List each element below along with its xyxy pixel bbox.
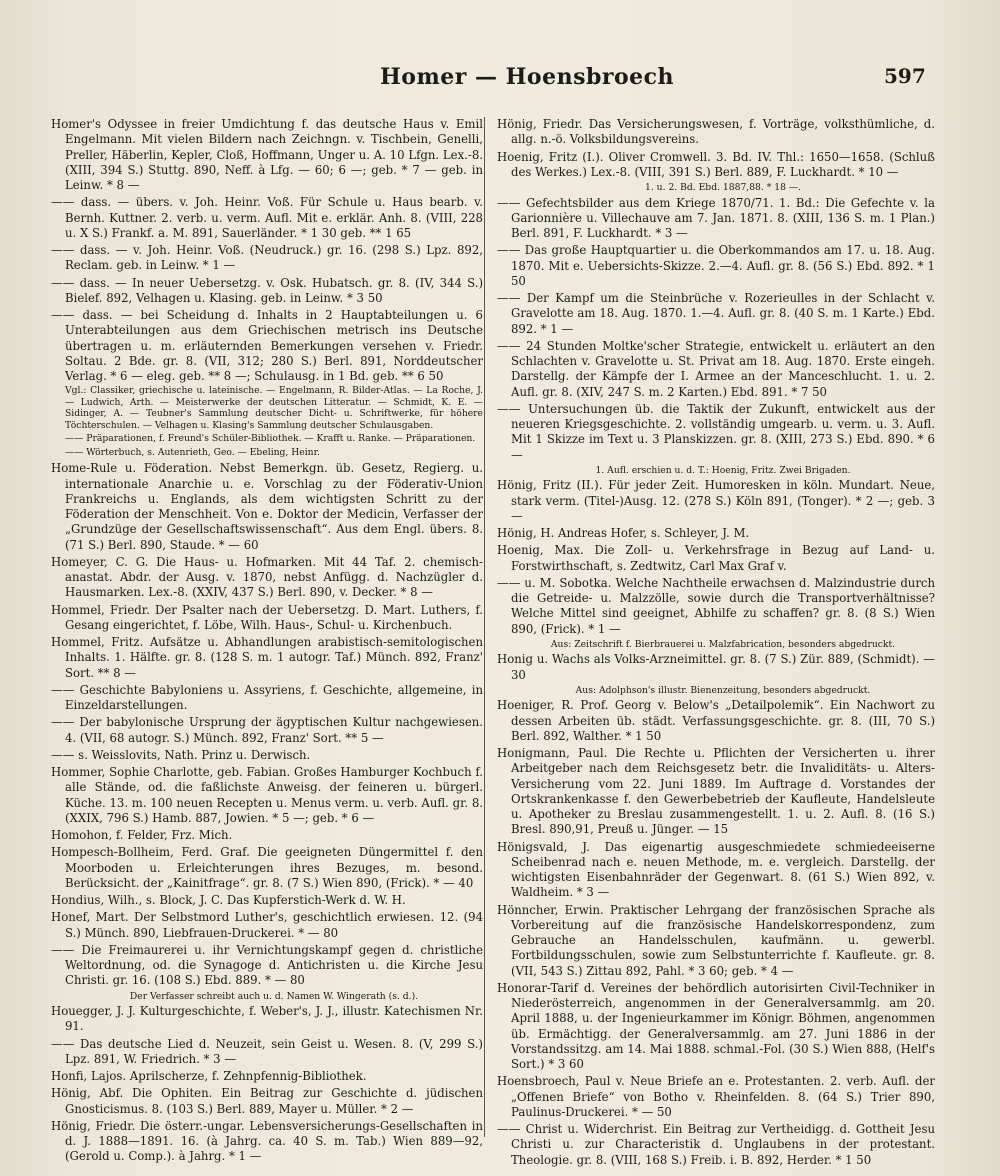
left-bibliography-entry: —— Der babylonische Ursprung der ägyptischen Kultur nachgewiesen. 4. (VII, 68 autogr. S.) Münch. 892, Franz' Sort. ** 5 — [51, 715, 483, 745]
right-column [497, 117, 935, 1170]
left-cross-reference-note: —— Präparationen, f. Freund's Schüler-Bibliothek. — Krafft u. Ranke. — Präparationen. [65, 433, 476, 445]
left-bibliography-entry: —— s. Weisslovits, Nath. Prinz u. Derwisch. [51, 747, 311, 762]
right-bibliography-entry: —— Das große Hauptquartier u. die Oberkommandos am 17. u. 18. Aug. 1870. Mit e. Uebersichts-Skizze. 2.—4. Aufl. gr. 8. (56 S.) Ebd. 892. * 1 50 [497, 243, 935, 288]
right-bibliography-entry: Hoensbroech, Paul v. Neue Briefe an e. Protestanten. 2. verb. Aufl. der „Offenen Briefe“ von Botho v. Rheinfelden. 8. (64 S.) Trier 890, Paulinus-Druckerei. * — 50 [497, 1074, 935, 1119]
left-bibliography-entry: Hommel, Fritz. Aufsätze u. Abhandlungen arabistisch-semitologischen Inhalts. 1. Hälfte. gr. 8. (128 S. m. 1 autogr. Taf.) Münch. 892, Franz' Sort. ** 8 — [51, 635, 483, 680]
right-source-note: 1. Aufl. erschien u. d. T.: Hoenig, Fritz. Zwei Brigaden. [595, 464, 851, 476]
right-bibliography-entry: —— Der Kampf um die Steinbrüche v. Rozerieulles in der Schlacht v. Gravelotte am 18. Aug. 1870. 1.—4. Aufl. gr. 8. (40 S. m. 1 Karte.) Ebd. 892. * 1 — [497, 291, 935, 336]
left-bibliography-entry: Homohon, f. Felder, Frz. Mich. [51, 828, 233, 842]
right-bibliography-entry: —— u. M. Sobotka. Welche Nachtheile erwachsen d. Malzindustrie durch die Getreide- u. Malzzölle, sowie durch die Transportverhältnisse? Welche Mittel sind geeignet, Abhilfe zu schaffen? gr. 8. (8 S.) Wien 890, (Frick). * 1 — [497, 575, 935, 636]
right-bibliography-entry: —— 24 Stunden Moltke'scher Strategie, entwickelt u. erläutert an den Schlachten v. Gravelotte u. St. Privat am 18. Aug. 1870. Erste eingeh. Darstellg. der Kämpfe der I. Armee an der Manceschlucht. 1. u. 2. Aufl. gr. 8. (XIV, 247 S. m. 2 Karten.) Ebd. 891. * 7 50 [497, 338, 935, 399]
right-source-note: 1. u. 2. Bd. Ebd. 1887,88. * 18 —. [645, 182, 801, 193]
running-header [0, 62, 1000, 98]
left-bibliography-entry: Hompesch-Bollheim, Ferd. Graf. Die geeigneten Düngermittel f. den Moorboden u. Erleichterungen ihres Bezuges, m. besond. Berücksicht. der „Kainitfrage“. gr. 8. (7 S.) Wien 890, (Frick). * — 40 [51, 845, 483, 890]
left-cross-reference-note: Vgl.: Classiker, griechische u. lateinische. — Engelmann, R. Bilder-Atlas. — La Roche, J. — Ludwich, Arth. — Meisterwerke der deutschen Litteratur. — Schmidt, K. E. — Sidinger, A. — Teubner's Sammlung deutscher Dicht- u. Schriftwerke, für höhere Töchterschulen. — Velhagen u. Klasing's Sammlung deutscher Schulausgaben. [65, 385, 483, 431]
page-title: Homer — Hoensbroech [380, 64, 675, 90]
left-bibliography-entry: Houegger, J. J. Kulturgeschichte, f. Weber's, J. J., illustr. Katechismen Nr. 91. [51, 1004, 483, 1034]
right-bibliography-entry: Honorar-Tarif d. Vereines der behördlich autorisirten Civil-Techniker in Niederösterreich, angenommen in der Generalversammlg. am 20. April 1888, u. der Ingenieurkammer im Königr. Böhmen, angenommen üb. Ermächtigg. der Generalversammlg. am 27. Juni 1886 in der Vorstandssitzg. am 14. Mai 1888. schmal.-Fol. (30 S.) Wien 888, (Helf's Sort.) * 3 60 [497, 980, 935, 1071]
right-bibliography-entry: Hönig, H. Andreas Hofer, s. Schleyer, J. M. [497, 526, 750, 540]
right-bibliography-entry: Hoenig, Max. Die Zoll- u. Verkehrsfrage in Bezug auf Land- u. Forstwirthschaft, s. Zedtwitz, Carl Max Graf v. [497, 543, 935, 573]
left-bibliography-entry: —— Das deutsche Lied d. Neuzeit, sein Geist u. Wesen. 8. (V, 299 S.) Lpz. 891, W. Friedrich. * 3 — [51, 1036, 483, 1066]
column-divider [484, 117, 485, 1137]
right-source-note: Aus: Zeitschrift f. Bierbrauerei u. Malzfabrication, besonders abgedruckt. [550, 638, 896, 650]
left-bibliography-entry: —— dass. — bei Scheidung d. Inhalts in 2 Hauptabteilungen u. 6 Unterabteilungen aus dem Griechischen metrisch ins Deutsche übertragen u. m. erläuternden Bemerkungen versehen v. Friedr. Soltau. 2 Bde. gr. 8. (VII, 312; 280 S.) Berl. 891, Norddeutscher Verlag. * 6 — eleg. geb. ** 8 —; Schulausg. in 1 Bd. geb. ** 6 50 [51, 308, 483, 383]
left-bibliography-entry: —— dass. — übers. v. Joh. Heinr. Voß. Für Schule u. Haus bearb. v. Bernh. Kuttner. 2. verb. u. verm. Aufl. Mit e. erklär. Anh. 8. (VIII, 228 u. X S.) Frankf. a. M. 891, Sauerländer. * 1 30 geb. ** 1 65 [51, 195, 483, 240]
right-bibliography-entry: Hönig, Fritz (II.). Für jeder Zeit. Humoresken in köln. Mundart. Neue, stark verm. (Titel-)Ausg. 12. (278 S.) Köln 891, (Tonger). * 2 —; geb. 3 — [497, 478, 935, 523]
right-source-note: Aus: Adolphson's illustr. Bienenzeitung, besonders abgedruckt. [575, 684, 871, 696]
left-bibliography-entry: Hommel, Friedr. Der Psalter nach der Uebersetzg. D. Mart. Luthers, f. Gesang eingerichtet, f. Löbe, Wilh. Haus-, Schul- u. Kirchenbuch. [51, 602, 483, 632]
right-bibliography-entry: —— Gefechtsbilder aus dem Kriege 1870/71. 1. Bd.: Die Gefechte v. la Garionnière u. Villechauve am 7. Jan. 1871. 8. (XIII, 136 S. m. 1 Plan.) Berl. 891, F. Luckhardt. * 3 — [497, 195, 935, 240]
right-bibliography-entry: —— Untersuchungen üb. die Taktik der Zukunft, entwickelt aus der neueren Kriegsgeschichte. 2. vollständig umgearb. u. verm. u. 3. Aufl. Mit 1 Skizze im Text u. 3 Planskizzen. gr. 8. (XIII, 273 S.) Ebd. 890. * 6 — [497, 401, 935, 462]
right-bibliography-entry: Hönig, Friedr. Das Versicherungswesen, f. Vorträge, volksthümliche, d. allg. n.-ö. Volksbildungsvereins. [497, 117, 935, 147]
left-bibliography-entry: —— dass. — In neuer Uebersetzg. v. Osk. Hubatsch. gr. 8. (IV, 344 S.) Bielef. 892, Velhagen u. Klasing. geb. in Leinw. * 3 50 [51, 275, 483, 305]
right-bibliography-entry: Honig u. Wachs als Volks-Arzneimittel. gr. 8. (7 S.) Zür. 889, (Schmidt). — 30 [497, 652, 935, 682]
right-bibliography-entry: Honigmann, Paul. Die Rechte u. Pflichten der Versicherten u. ihrer Arbeitgeber nach dem Reichsgesetz betr. die Invaliditäts- u. Alters-Versicherung vom 22. Juni 1889. Im Auftrage d. Vorstandes der Ortskrankenkasse f. den Gewerbebetrieb der Kaufleute, Handelsleute u. Apotheker zu Breslau zusammengestellt. 1. u. 2. Aufl. 8. (16 S.) Bresl. 890,91, Preuß u. Jünger. — 15 [497, 746, 935, 837]
right-bibliography-entry: Hönncher, Erwin. Praktischer Lehrgang der französischen Sprache als Vorbereitung auf die französische Handelskorrespondenz, zum Gebrauche an Handelsschulen, kaufmänn. u. gewerbl. Fortbildungsschulen, sowie zum Selbstunterrichte f. Kaufleute. gr. 8. (VII, 543 S.) Zittau 892, Pahl. * 3 60; geb. * 4 — [497, 902, 935, 978]
page-number: 597 [884, 64, 926, 88]
left-bibliography-entry: —— dass. — v. Joh. Heinr. Voß. (Neudruck.) gr. 16. (298 S.) Lpz. 892, Reclam. geb. in Leinw. * 1 — [51, 243, 483, 273]
left-cross-reference-note: —— Wörterbuch, s. Autenrieth, Geo. — Ebeling, Heinr. [65, 446, 320, 458]
left-bibliography-entry: —— Die Freimaurerei u. ihr Vernichtungskampf gegen d. christliche Weltordnung, od. die Synagoge d. Antichristen u. die Kirche Jesu Christi. gr. 16. (108 S.) Ebd. 889. * — 80 [51, 942, 483, 988]
left-source-note: Der Verfasser schreibt auch u. d. Namen W. Wingerath (s. d.). [129, 990, 419, 1002]
right-bibliography-entry: Hönigsvald, J. Das eigenartig ausgeschmiedete schmiedeeiserne Scheibenrad nach e. neuen Methode, m. e. vergleich. Darstellg. der wichtigsten Eisenbahnräder der Gegenwart. 8. (61 S.) Wien 892, v. Waldheim. * 3 — [497, 839, 935, 900]
left-bibliography-entry: Hönig, Abf. Die Ophiten. Ein Beitrag zur Geschichte d. jüdischen Gnosticismus. 8. (103 S.) Berl. 889, Mayer u. Müller. * 2 — [51, 1086, 483, 1116]
left-bibliography-entry: Homeyer, C. G. Die Haus- u. Hofmarken. Mit 44 Taf. 2. chemisch-anastat. Abdr. der Ausg. v. 1870, nebst Anfügg. d. Nachzügler d. Hausmarken. Lex.-8. (XXIV, 437 S.) Berl. 890, v. Decker. * 8 — [51, 554, 483, 600]
left-bibliography-entry: Hönig, Friedr. Die österr.-ungar. Lebensversicherungs-Gesellschaften in d. J. 1888—1891. 16. (à Jahrg. ca. 40 S. m. Tab.) Wien 889—92, (Gerold u. Comp.). à Jahrg. * 1 — [51, 1118, 483, 1164]
left-bibliography-entry: Hommer, Sophie Charlotte, geb. Fabian. Großes Hamburger Kochbuch f. alle Stände, od. die faßlichste Anweisg. der feineren u. bürgerl. Küche. 13. m. 100 neuen Recepten u. Menus verm. u. verb. Aufl. gr. 8. (XXIX, 796 S.) Hamb. 887, Jowien. * 5 —; geb. * 6 — [51, 765, 483, 825]
left-column [51, 117, 483, 1167]
left-bibliography-entry: Home-Rule u. Föderation. Nebst Bemerkgn. üb. Gesetz, Regierg. u. internationale Anarchie u. e. Vorschlag zu der Föderativ-Union Frankreichs u. Englands, als dem wichtigsten Schritt zu der Föderation der Menschheit. Von e. Doktor der Medicin, Verfasser der „Grundzüge der Gesellschaftswissenschaft“. Aus dem Engl. übers. 8. (71 S.) Berl. 890, Staude. * — 60 [51, 461, 483, 552]
right-bibliography-entry: Hoeniger, R. Prof. Georg v. Below's „Detailpolemik“. Ein Nachwort zu dessen Arbeiten üb. städt. Verfassungsgeschichte. gr. 8. (III, 70 S.) Berl. 892, Walther. * 1 50 [497, 698, 935, 743]
right-bibliography-entry: Hoenig, Fritz (I.). Oliver Cromwell. 3. Bd. IV. Thl.: 1650—1658. (Schluß des Werkes.) Lex.-8. (VIII, 391 S.) Berl. 889, F. Luckhardt. * 10 — [497, 149, 935, 179]
left-bibliography-entry: Honfi, Lajos. Aprilscherze, f. Zehnpfennig-Bibliothek. [51, 1069, 367, 1083]
left-bibliography-entry: —— Geschichte Babyloniens u. Assyriens, f. Geschichte, allgemeine, in Einzeldarstellungen. [51, 682, 483, 712]
right-bibliography-entry: —— Christ u. Widerchrist. Ein Beitrag zur Vertheidigg. d. Gottheit Jesu Christi u. zur Characteristik d. Unglaubens in der protestant. Theologie. gr. 8. (VIII, 168 S.) Freib. i. B. 892, Herder. * 1 50 [497, 1122, 935, 1167]
left-bibliography-entry: Honef, Mart. Der Selbstmord Luther's, geschichtlich erwiesen. 12. (94 S.) Münch. 890, Liebfrauen-Druckerei. * — 80 [51, 910, 483, 940]
left-bibliography-entry: Hondius, Wilh., s. Block, J. C. Das Kupferstich-Werk d. W. H. [51, 893, 406, 907]
left-bibliography-entry: Homer's Odyssee in freier Umdichtung f. das deutsche Haus v. Emil Engelmann. Mit vielen Bildern nach Zeichngn. v. Tischbein, Genelli, Preller, Häberlin, Kepler, Cloß, Hoffmann, Unger u. A. 10 Lfgn. Lex.-8. (XIII, 394 S.) Stuttg. 890, Neff. à Lfg. — 60; 6 —; geb. * 7 — geb. in Leinw. * 8 — [51, 117, 483, 192]
